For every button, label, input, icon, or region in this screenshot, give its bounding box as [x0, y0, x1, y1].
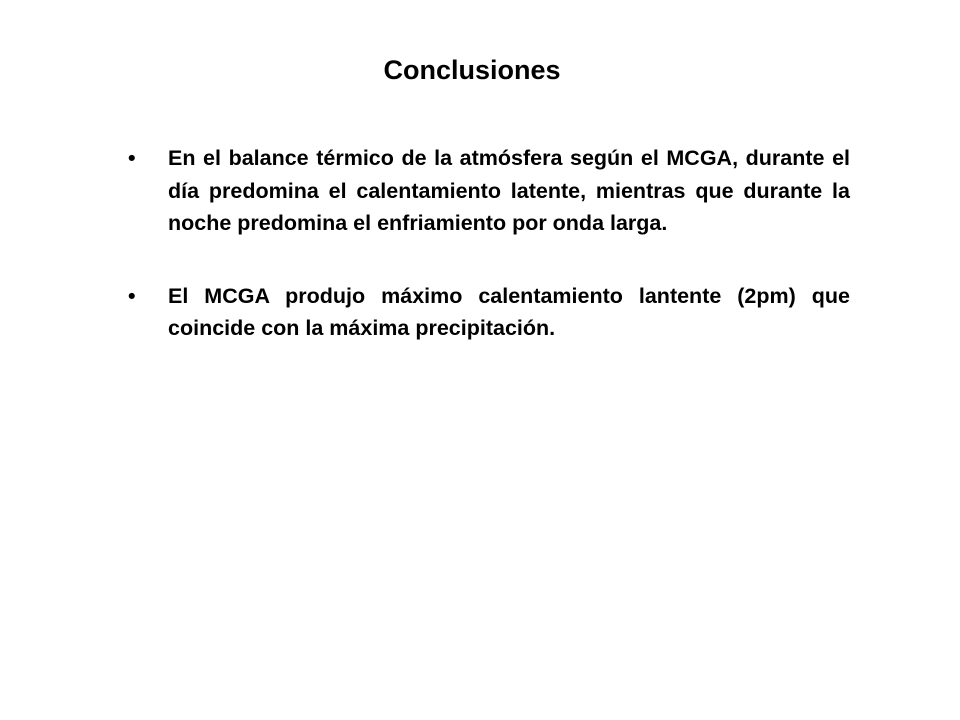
bullet-marker: •: [128, 146, 136, 170]
bullet-list: [128, 142, 850, 385]
bullet-marker: •: [128, 283, 136, 308]
slide-title: Conclusiones: [383, 55, 561, 85]
bullet-text: En el balance térmico de la atmósfera según el MCGA, durante el día predomina el calentamiento latente, mientras que durante la noche predomina el enfriamiento por onda larga.: [168, 146, 850, 235]
bullet-item: [128, 142, 850, 240]
bullet-item: [128, 280, 850, 345]
bullet-text: El MCGA produjo máximo calentamiento lantente (2pm) que coincide con la máxima precipitación.: [168, 283, 850, 340]
